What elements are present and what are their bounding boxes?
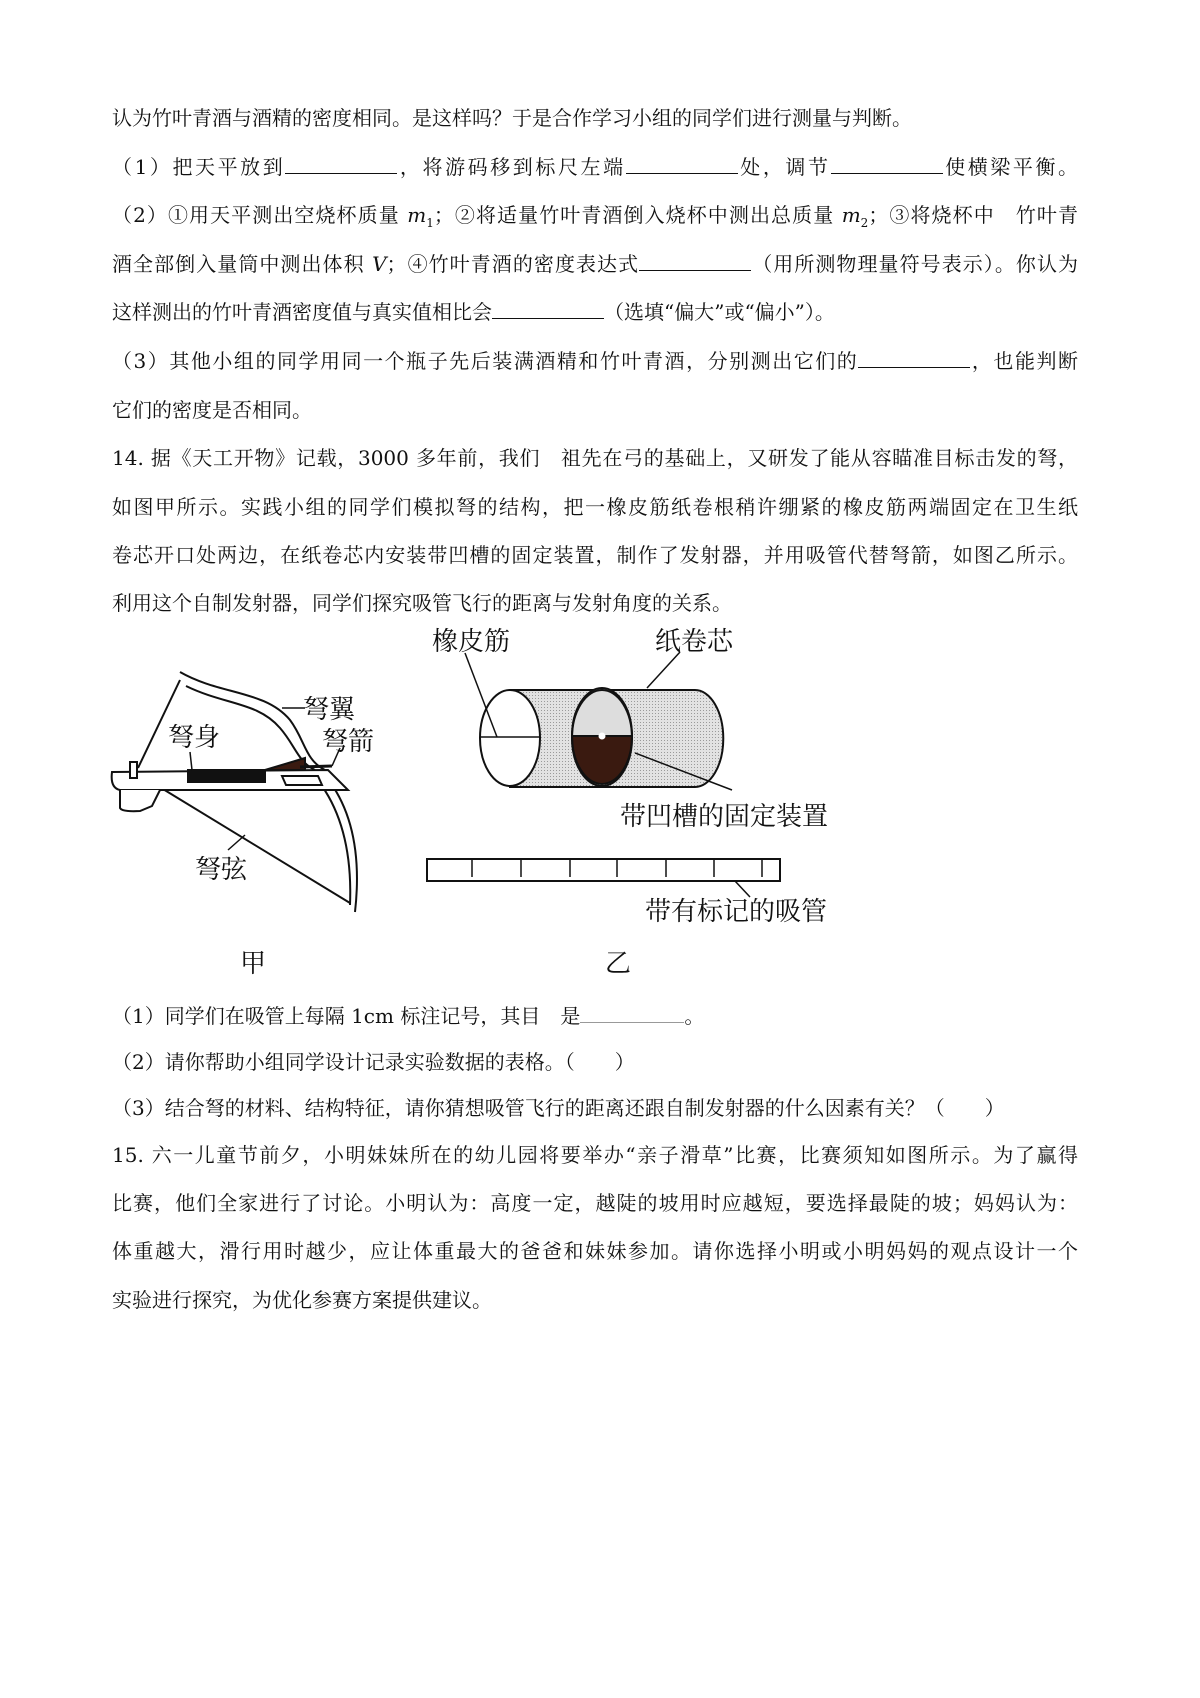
- text: （3）其他小组的同学用同一个瓶子先后装满酒精和竹叶青酒，分别测出它们的: [112, 349, 859, 373]
- intro-line: 认为竹叶青酒与酒精的密度相同。是这样吗？于是合作学习小组的同学们进行测量与判断。: [112, 106, 912, 130]
- sub-2: 2: [860, 216, 869, 230]
- label-fixing-device: 带凹槽的固定装置: [620, 802, 829, 832]
- label-wing: 弩翼: [303, 695, 356, 725]
- text: 这样测出的竹叶青酒密度值与真实值相比会: [112, 300, 492, 324]
- text: 处，调节: [737, 155, 831, 179]
- text: ，也能判断: [970, 349, 1079, 373]
- q13-part3-line2: 它们的密度是否相同。: [112, 398, 312, 422]
- label-arrow: 弩箭: [322, 727, 375, 757]
- text: 酒全部倒入量筒中测出体积: [112, 252, 373, 276]
- text: （2）①用天平测出空烧杯质量: [112, 203, 408, 227]
- text: （1）同学们在吸管上每隔 1cm 标注记号，其目 是: [112, 1004, 581, 1028]
- q14-sub3: （3）结合弩的材料、结构特征，请你猜想吸管飞行的距离还跟自制发射器的什么因素有关？（ ）: [112, 1096, 1005, 1120]
- answer-blank[interactable]: [492, 300, 604, 319]
- q14-figure: [100, 620, 880, 990]
- answer-blank[interactable]: [831, 155, 943, 174]
- text: （1）把天平放到: [112, 155, 286, 179]
- label-rubber-band: 橡皮筋: [432, 627, 511, 657]
- answer-blank[interactable]: [858, 349, 970, 368]
- text: ；④竹叶青酒的密度表达式: [386, 252, 640, 276]
- answer-blank[interactable]: [580, 1004, 684, 1023]
- q14-line: 14. 据《天工开物》记载，3000 多年前，我们 祖先在弓的基础上，又研发了能从容瞄准目标击发的弩，: [112, 446, 1078, 470]
- answer-blank[interactable]: [626, 155, 738, 174]
- answer-blank[interactable]: [639, 252, 751, 271]
- var-m: m: [407, 203, 427, 227]
- q13-part2-line1: [112, 201, 1078, 237]
- q15-line: 体重越大，滑行用时越少，应让体重最大的爸爸和妹妹参加。请你选择小明或小明妈妈的观点设计一个: [112, 1239, 1078, 1263]
- q14-line: 利用这个自制发射器，同学们探究吸管飞行的距离与发射角度的关系。: [112, 591, 732, 615]
- text: ；③将烧杯中 竹叶青: [868, 203, 1078, 227]
- text: 使横梁平衡。: [942, 155, 1079, 179]
- text: （选填“偏大”或“偏小”）。: [604, 300, 835, 324]
- caption-jia: 甲: [240, 949, 267, 979]
- text: （用所测物理量符号表示）。你认为: [751, 252, 1079, 276]
- q13-part3-line1: [112, 347, 1078, 375]
- var-v: V: [372, 252, 387, 276]
- text: ；②将适量竹叶青酒倒入烧杯中测出总质量: [433, 203, 842, 227]
- var-m: m: [841, 203, 861, 227]
- caption-yi: 乙: [605, 949, 632, 979]
- q14-sub1: [112, 1002, 1078, 1030]
- answer-blank[interactable]: [285, 155, 397, 174]
- sub-1: 1: [426, 216, 434, 230]
- launcher-illustration: [427, 652, 780, 897]
- label-marked-straw: 带有标记的吸管: [645, 897, 828, 927]
- q15-line: 实验进行探究，为优化参赛方案提供建议。: [112, 1288, 492, 1312]
- label-paper-core: 纸卷芯: [655, 627, 734, 657]
- q13-part2-line3: [112, 298, 1078, 326]
- text: ，将游码移到标尺左端: [397, 155, 626, 179]
- q13-part1: [112, 153, 1078, 181]
- label-body: 弩身: [168, 723, 221, 753]
- q15-line: 15. 六一儿童节前夕，小明妹妹所在的幼儿园将要举办“亲子滑草”比赛，比赛须知如图所示。为了赢得: [112, 1143, 1078, 1167]
- q13-part2-line2: [112, 250, 1078, 278]
- q14-line: 如图甲所示。实践小组的同学们模拟弩的结构，把一橡皮筋纸卷根稍许绷紧的橡皮筋两端固定在卫生纸: [112, 495, 1078, 519]
- label-string: 弩弦: [195, 855, 248, 885]
- q15-line: 比赛，他们全家进行了讨论。小明认为：高度一定，越陡的坡用时应越短，要选择最陡的坡；妈妈认为：: [112, 1191, 1078, 1215]
- text: 。: [684, 1004, 705, 1028]
- q14-line: 卷芯开口处两边，在纸卷芯内安装带凹槽的固定装置，制作了发射器，并用吸管代替弩箭，如图乙所示。: [112, 543, 1078, 567]
- q14-sub2: （2）请你帮助小组同学设计记录实验数据的表格。（ ）: [112, 1050, 635, 1074]
